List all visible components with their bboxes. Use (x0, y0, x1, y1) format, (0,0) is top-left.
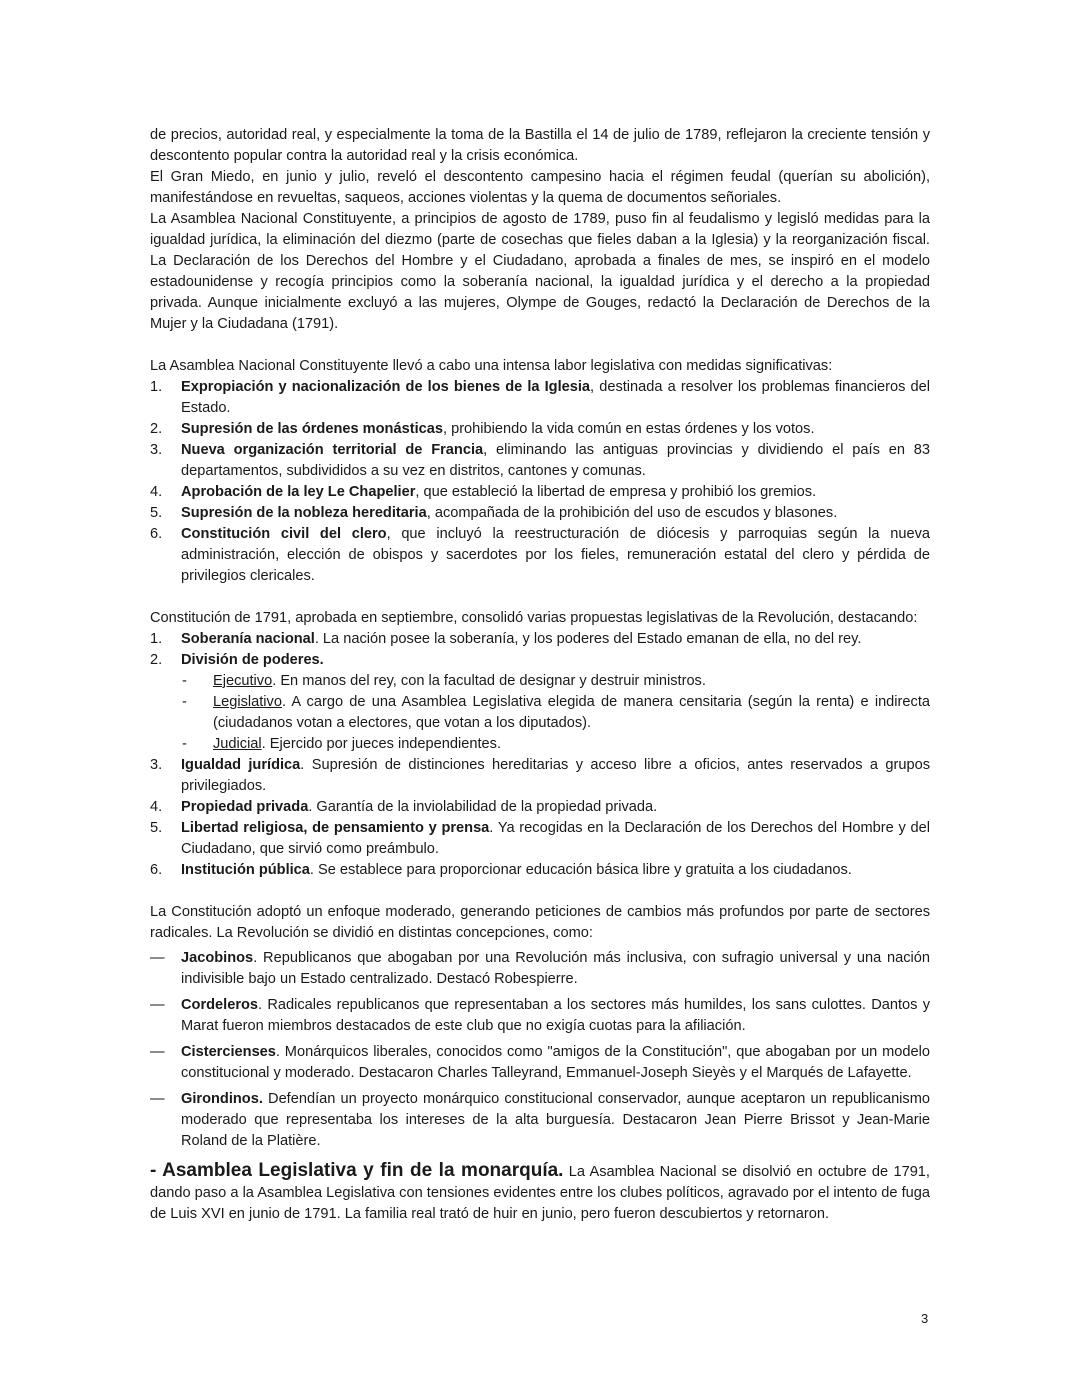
list-item: 6. Institución pública. Se establece para proporcionar educación básica libre y gratuita a los ciudadanos. (150, 862, 852, 878)
list-item: 1. Expropiación y nacionalización de los bienes de la Iglesia, destinada a resolver los problemas financieros del Estado. (150, 379, 930, 416)
list-item: - Judicial. Ejercido por jueces independientes. (182, 736, 502, 752)
list-item: 4. Propiedad privada. Garantía de la inviolabilidad de la propiedad privada. (150, 799, 658, 815)
list-item: 2. Supresión de las órdenes monásticas, prohibiendo la vida común en estas órdenes y los votos. (150, 421, 815, 437)
measures-intro: La Asamblea Nacional Constituyente llevó a cabo una intensa labor legislativa con medidas significativas: (150, 358, 833, 374)
list-item: 1. Soberanía nacional. La nación posee la soberanía, y los poderes del Estado emanan de ella, no del rey. (150, 631, 862, 647)
list-item: — Girondinos. Defendían un proyecto monárquico constitucional conservador, aunque aceptaron un republicanismo moderado que representaba los intereses de la alta burguesía. Destacaron Jean Pierre Brissot y Jean-Marie Roland de la Platière. (150, 1091, 930, 1149)
intro-paragraph: de precios, autoridad real, y especialmente la toma de la Bastilla el 14 de julio de 1789, reflejaron la creciente tensión y descontento popular contra la autoridad real y la crisis económica. (150, 127, 930, 164)
intro-paragraph: La Asamblea Nacional Constituyente, a principios de agosto de 1789, puso fin al feudalismo y legisló medidas para la igualdad jurídica, la eliminación del diezmo (parte de cosechas que fieles daban a la Iglesia) y la reorganización fiscal. La Declaración de los Derechos del Hombre y el Ciudadano, aprobada a finales de mes, se inspiró en el modelo estadounidense y recogía principios como la soberanía nacional, la igualdad jurídica y el derecho a la propiedad privada. Aunque inicialmente excluyó a las mujeres, Olympe de Gouges, redactó la Declaración de Derechos de la Mujer y la Ciudadana (1791). (150, 211, 930, 332)
measures-list (150, 377, 930, 587)
constitution-intro: Constitución de 1791, aprobada en septiembre, consolidó varias propuestas legislativas de la Revolución, destacando: (150, 610, 918, 626)
list-item: 5. Libertad religiosa, de pensamiento y prensa. Ya recogidas en la Declaración de los Derechos del Hombre y del Ciudadano, que sirvió como preámbulo. (150, 820, 930, 857)
factions-list (150, 948, 930, 1152)
list-item: 2. División de poderes. (150, 652, 324, 668)
list-item: 6. Constitución civil del clero, que incluyó la reestructuración de diócesis y parroquias según la nueva administración, elección de obispos y sacerdotes por los fieles, remuneración estatal del clero y pérdida de privilegios clericales. (150, 526, 930, 584)
constitution-list-cont (150, 755, 930, 881)
powers-list (150, 671, 930, 755)
factions-intro: La Constitución adoptó un enfoque moderado, generando peticiones de cambios más profundos por parte de sectores radicales. La Revolución se dividió en distintas concepciones, como: (150, 904, 930, 941)
list-item: 3. Igualdad jurídica. Supresión de distinciones hereditarias y acceso libre a oficios, antes reservados a grupos privilegiados. (150, 757, 930, 794)
list-item: — Jacobinos. Republicanos que abogaban por una Revolución más inclusiva, con sufragio universal y una nación indivisible bajo un Estado centralizado. Destacó Robespierre. (150, 950, 930, 987)
section-heading: - Asamblea Legislativa y fin de la monarquía. (150, 1160, 564, 1181)
intro-paragraph: El Gran Miedo, en junio y julio, reveló el descontento campesino hacia el régimen feudal (querían su abolición), manifestándose en revueltas, saqueos, acciones violentas y la quema de documentos señoriales. (150, 169, 930, 206)
list-item: - Legislativo. A cargo de una Asamblea Legislativa elegida de manera censitaria (según la renta) e indirecta (ciudadanos votan a electores, que votan a los diputados). (182, 694, 930, 731)
list-item: 3. Nueva organización territorial de Francia, eliminando las antiguas provincias y dividiendo el país en 83 departamentos, subdivididos a su vez en distritos, cantones y comunas. (150, 442, 931, 479)
constitution-list (150, 629, 930, 671)
list-item: 4. Aprobación de la ley Le Chapelier, que estableció la libertad de empresa y prohibió los gremios. (150, 484, 817, 500)
list-item: 5. Supresión de la nobleza hereditaria, acompañada de la prohibición del uso de escudos y blasones. (150, 505, 838, 521)
page-number: 3 (921, 1311, 929, 1326)
list-item: - Ejecutivo. En manos del rey, con la facultad de designar y destruir ministros. (182, 673, 706, 689)
list-item: — Cistercienses. Monárquicos liberales, conocidos como "amigos de la Constitución", que abogaban por un modelo constitucional y moderado. Destacaron Charles Talleyrand, Emmanuel-Joseph Sieyès y el Marqués de Lafayette. (150, 1044, 930, 1081)
list-item: — Cordeleros. Radicales republicanos que representaban a los sectores más humildes, los sans culottes. Dantos y Marat fueron miembros destacados de este club que no exigía cuotas para la afiliación. (150, 997, 930, 1034)
section-paragraph: - Asamblea Legislativa y fin de la monarquía. La Asamblea Nacional se disolvió en octubre de 1791, dando paso a la Asamblea Legislativa con tensiones evidentes entre los clubes políticos, agravado por el intento de fuga de Luis XVI en junio de 1791. La familia real trató de huir en junio, pero fueron descubiertos y retornaron. (150, 1160, 930, 1222)
document-page (150, 125, 930, 1225)
